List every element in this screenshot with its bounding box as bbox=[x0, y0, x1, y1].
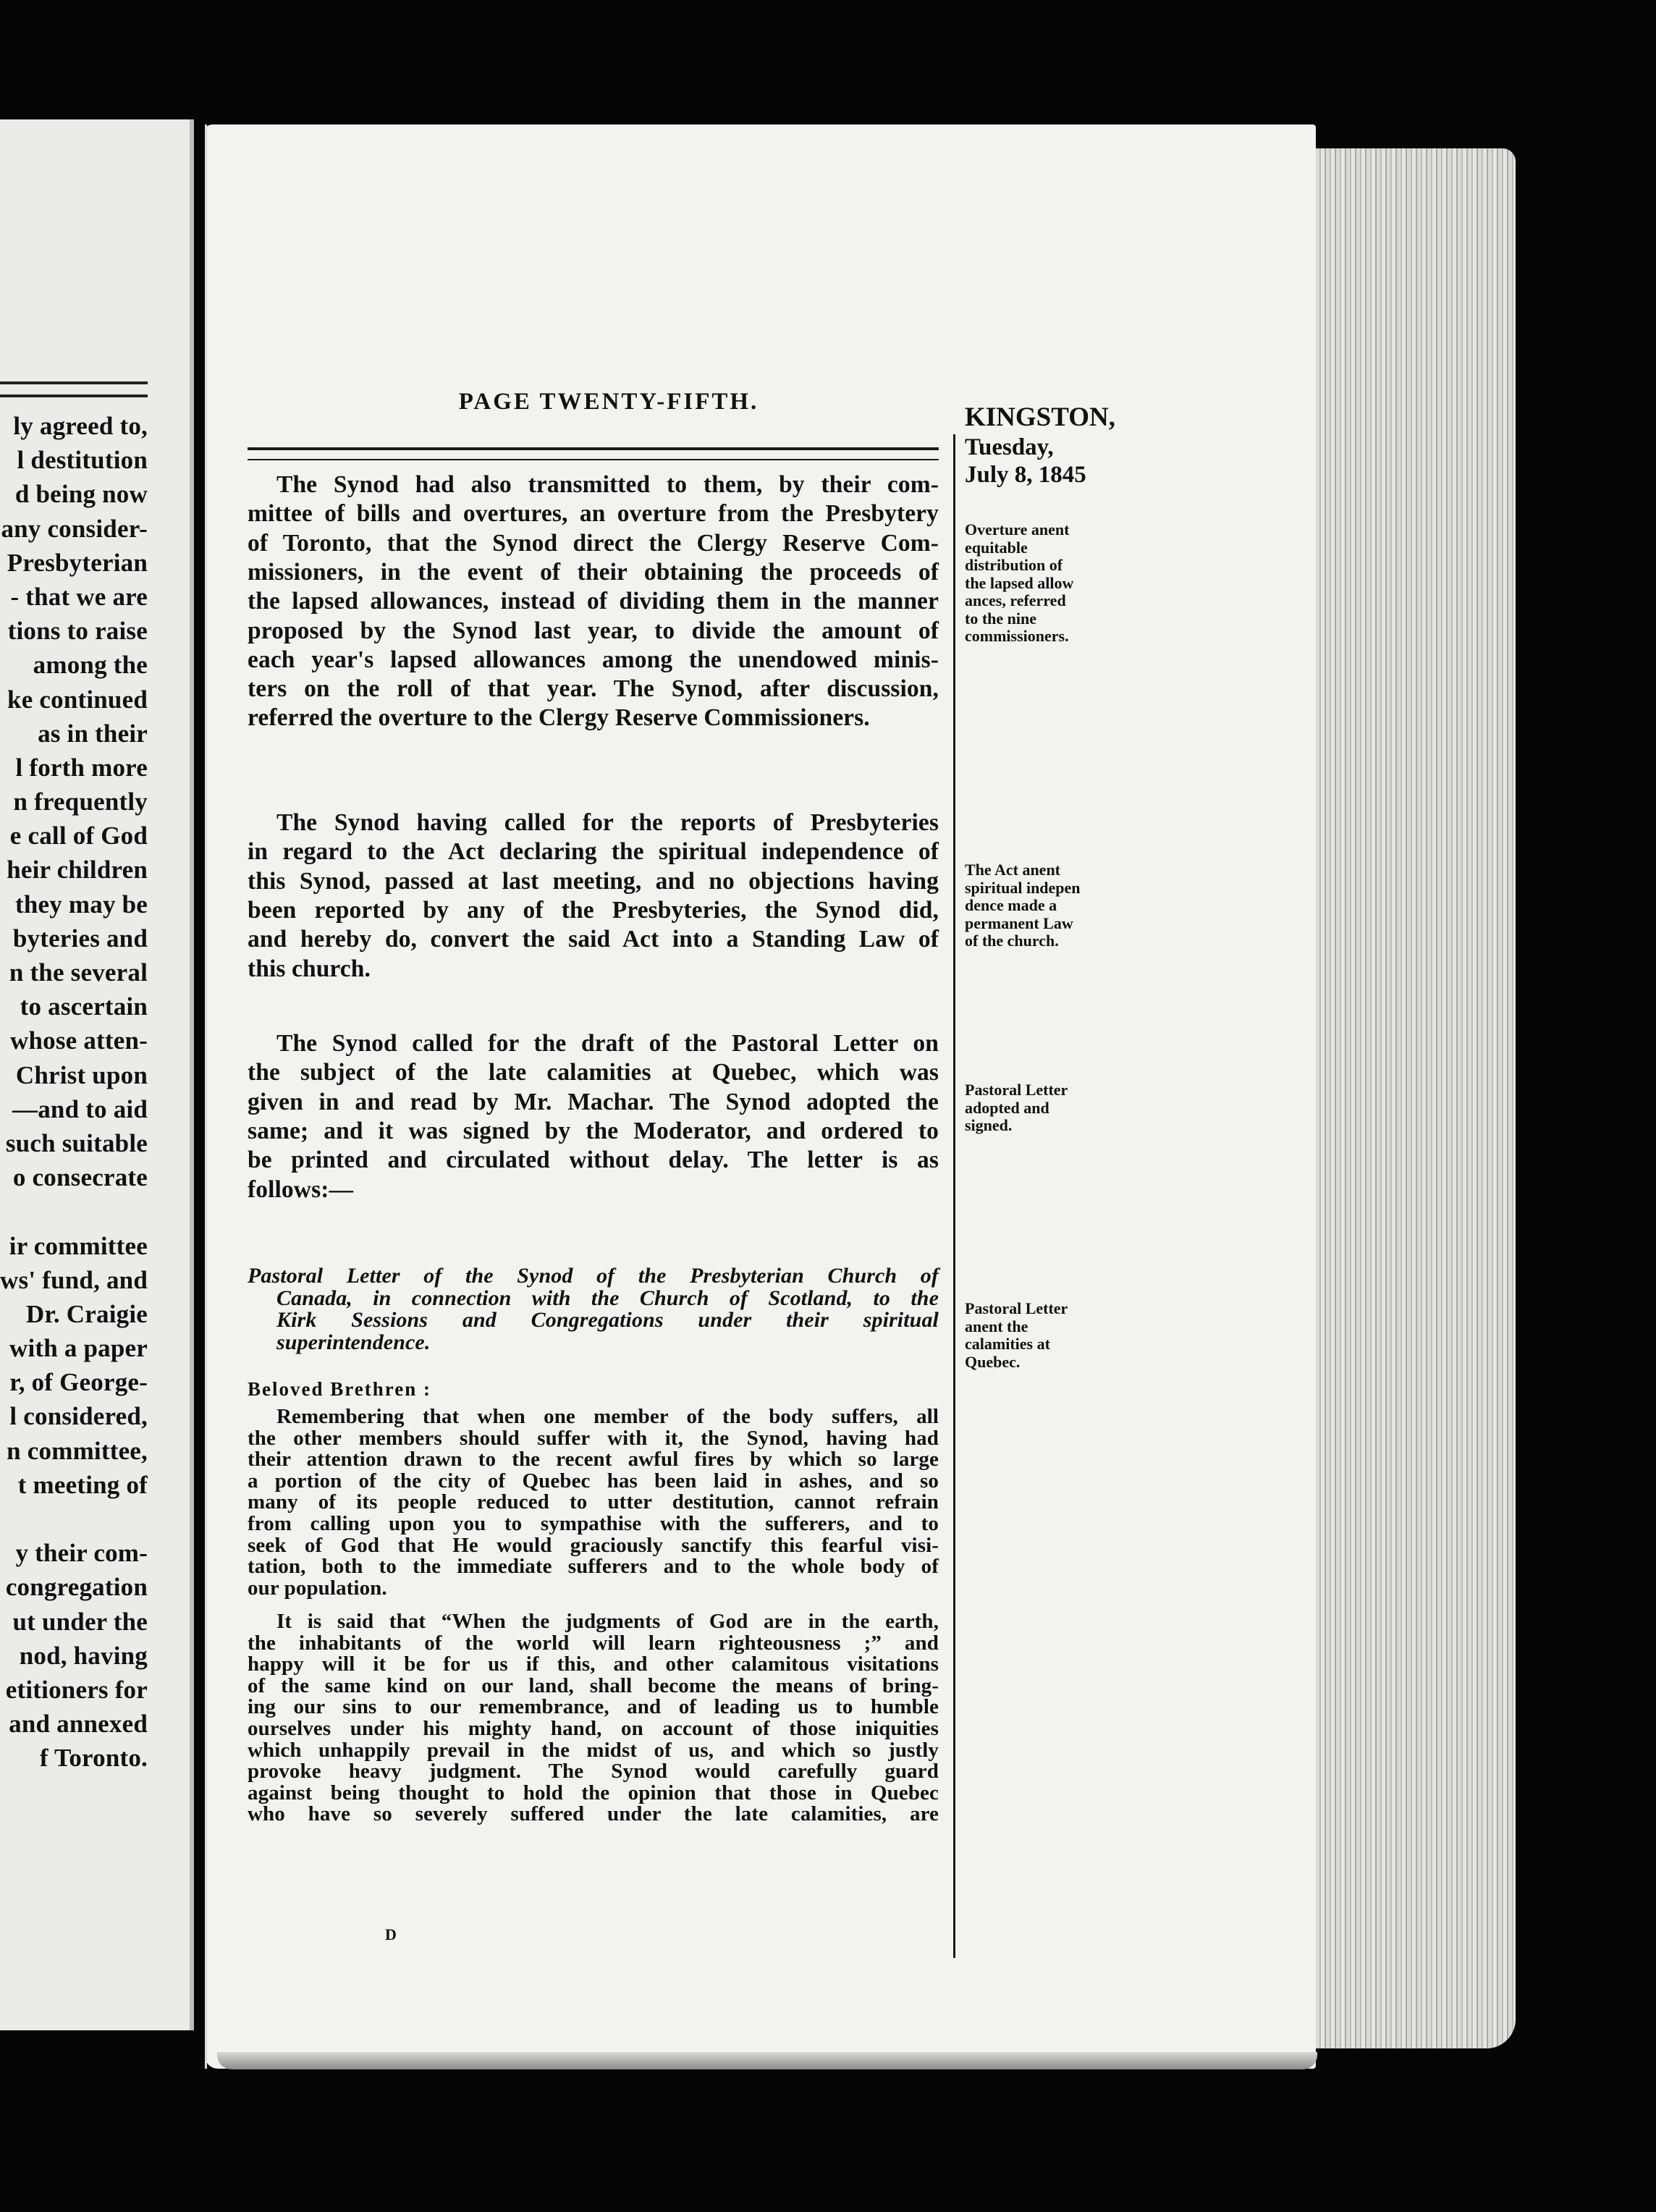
previous-page bbox=[0, 119, 194, 2030]
previous-page-line: as in their bbox=[38, 719, 148, 748]
sidenote-line: spiritual indepen bbox=[965, 878, 1081, 897]
previous-page-line: Dr. Craigie bbox=[25, 1299, 148, 1328]
text-line: mittee of bills and overtures, an overture from the Presbytery bbox=[248, 500, 939, 528]
text-line: provoke heavy judgment. The Synod would carefully guard bbox=[248, 1760, 939, 1783]
book-fore-edge bbox=[1316, 148, 1516, 2048]
text-line: their attention drawn to the recent awful fires by which so large bbox=[248, 1448, 939, 1472]
previous-page-line: - that we are bbox=[10, 582, 148, 611]
text-line: this church. bbox=[248, 955, 371, 982]
previous-page-line: o consecrate bbox=[12, 1163, 148, 1192]
text-line: tation, both to the immediate sufferers and to the whole body of bbox=[248, 1555, 939, 1579]
previous-page-line: to ascertain bbox=[20, 992, 148, 1021]
previous-page-line: y their com- bbox=[15, 1539, 148, 1568]
previous-page-rule bbox=[0, 381, 148, 397]
text-line: been reported by any of the Presbyteries, the Synod did, bbox=[248, 896, 939, 924]
text-line: The Synod called for the draft of the Pastoral Letter on bbox=[276, 1030, 939, 1057]
text-line: which unhappily prevail in the midst of us, and which so justly bbox=[248, 1738, 939, 1762]
text-line: of Toronto, that the Synod direct the Clergy Reserve Com- bbox=[248, 529, 939, 557]
text-line: each year's lapsed allowances among the unendowed minis- bbox=[248, 646, 939, 673]
previous-page-line: whose atten- bbox=[9, 1026, 148, 1055]
signature-mark: D bbox=[385, 1925, 397, 1943]
previous-page-line: ir committee bbox=[9, 1231, 148, 1260]
text-line: superintendence. bbox=[276, 1330, 431, 1354]
text-line: proposed by the Synod last year, to divide the amount of bbox=[248, 617, 939, 644]
sidenote-line: Overture anent bbox=[965, 520, 1070, 539]
previous-page-line: heir children bbox=[7, 856, 148, 885]
text-line: same; and it was signed by the Moderator, and ordered to bbox=[248, 1117, 939, 1144]
previous-page-line: and annexed bbox=[9, 1710, 148, 1739]
sidenote-line: equitable bbox=[965, 538, 1028, 557]
sidenote-line: to the nine bbox=[965, 609, 1036, 628]
text-line: Pastoral Letter of the Synod of the Presbyterian Church of bbox=[248, 1264, 939, 1288]
previous-page-line: ut under the bbox=[12, 1607, 148, 1636]
date-block bbox=[965, 402, 1153, 489]
previous-page-line: with a paper bbox=[9, 1334, 148, 1363]
sidenote-line: anent the bbox=[965, 1317, 1028, 1335]
date-day: Tuesday, bbox=[965, 434, 1054, 460]
text-line: Canada, in connection with the Church of Scotland, to the bbox=[276, 1286, 939, 1310]
previous-page-line: etitioners for bbox=[5, 1675, 148, 1704]
text-line: The Synod having called for the reports of Presbyteries bbox=[276, 809, 939, 836]
date-place: KINGSTON, bbox=[965, 402, 1116, 432]
previous-page-line: n the several bbox=[9, 958, 148, 987]
previous-page-line: ly agreed to, bbox=[13, 412, 148, 440]
previous-page-line: t meeting of bbox=[17, 1470, 148, 1499]
date-date: July 8, 1845 bbox=[965, 462, 1086, 488]
sidenote-line: Quebec. bbox=[965, 1352, 1021, 1371]
previous-page-line: l destitution bbox=[17, 446, 148, 475]
previous-page-line: n committee, bbox=[7, 1436, 148, 1465]
text-line: missioners, in the event of their obtaining the proceeds of bbox=[248, 558, 939, 586]
text-line: It is said that “When the judgments of God are in the earth, bbox=[276, 1610, 939, 1633]
sidenote-line: distribution of bbox=[965, 556, 1063, 574]
sidenote-line: The Act anent bbox=[965, 861, 1060, 879]
previous-page-line: f Toronto. bbox=[39, 1744, 148, 1773]
text-line: ing our sins to our remembrance, and of leading us to humble bbox=[248, 1695, 939, 1719]
previous-page-line: congregation bbox=[5, 1573, 148, 1602]
text-line: Kirk Sessions and Congregations under their spiritual bbox=[276, 1308, 939, 1332]
previous-page-line: l considered, bbox=[9, 1402, 148, 1431]
text-line: Remembering that when one member of the body suffers, all bbox=[276, 1405, 939, 1428]
previous-page-line: they may be bbox=[14, 890, 148, 919]
previous-page-line bbox=[0, 1194, 148, 1228]
previous-page-line: nod, having bbox=[19, 1641, 148, 1670]
previous-page-line: any consider- bbox=[1, 514, 148, 543]
sidenote-line: dence made a bbox=[965, 896, 1057, 914]
letter-salutation: Beloved Brethren : bbox=[248, 1378, 431, 1400]
text-line: referred the overture to the Clergy Reserve Commissioners. bbox=[248, 704, 870, 732]
book-bottom-edge bbox=[217, 2052, 1317, 2069]
sidenote-line: permanent Law bbox=[965, 913, 1073, 932]
previous-page-line: Christ upon bbox=[15, 1060, 148, 1089]
text-line: a portion of the city of Quebec has been laid in ashes, and so bbox=[248, 1469, 939, 1493]
previous-page-line: l forth more bbox=[15, 753, 148, 782]
text-line: in regard to the Act declaring the spiritual independence of bbox=[248, 838, 939, 866]
sidenote-line: signed. bbox=[965, 1116, 1013, 1134]
text-line: ourselves under his mighty hand, on account of those iniquities bbox=[248, 1717, 939, 1740]
previous-page-line: d being now bbox=[14, 480, 148, 509]
text-line: The Synod had also transmitted to them, by their com- bbox=[276, 471, 939, 498]
sidenote-pastoral-quebec bbox=[965, 1300, 1138, 1371]
text-line: follows:— bbox=[248, 1175, 354, 1203]
previous-page-line: ke continued bbox=[7, 685, 148, 714]
text-line: this Synod, passed at last meeting, and no objections having bbox=[248, 867, 939, 895]
margin-rule bbox=[953, 434, 955, 1958]
header-rule bbox=[248, 447, 939, 460]
previous-page-line: —and to aid bbox=[12, 1094, 148, 1123]
text-line: of the same kind on our land, shall become the means of bring- bbox=[248, 1673, 939, 1697]
previous-page-line: n frequently bbox=[13, 788, 148, 816]
sidenote-line: the lapsed allow bbox=[965, 573, 1074, 592]
previous-page-line: tions to raise bbox=[7, 617, 148, 646]
text-line: who have so severely suffered under the late calamities, are bbox=[248, 1802, 939, 1826]
sidenote-pastoral-adopted bbox=[965, 1081, 1138, 1135]
previous-page-line: ws' fund, and bbox=[0, 1265, 148, 1294]
previous-page-line: such suitable bbox=[5, 1128, 148, 1157]
text-line: be printed and circulated without delay. The letter is as bbox=[248, 1147, 939, 1174]
text-line: ters on the roll of that year. The Synod, after discussion, bbox=[248, 675, 939, 703]
text-line: many of its people reduced to utter destitution, cannot refrain bbox=[248, 1490, 939, 1514]
previous-page-line: e call of God bbox=[9, 822, 148, 850]
text-line: the subject of the late calamities at Quebec, which was bbox=[248, 1059, 939, 1086]
text-line: from calling upon you to sympathise with the sufferers, and to bbox=[248, 1512, 939, 1535]
text-line: and hereby do, convert the said Act into a Standing Law of bbox=[248, 926, 939, 953]
previous-page-line: r, of George- bbox=[9, 1368, 148, 1397]
text-line: the inhabitants of the world will learn righteousness ;” and bbox=[248, 1631, 939, 1655]
sidenote-overture bbox=[965, 521, 1138, 646]
sidenote-line: adopted and bbox=[965, 1098, 1049, 1117]
sidenote-line: of the church. bbox=[965, 932, 1059, 950]
text-line: seek of God that He would graciously sanctify this fearful visi- bbox=[248, 1533, 939, 1557]
text-line: happy will it be for us if this, and other calamitous visitations bbox=[248, 1652, 939, 1676]
sidenote-line: commissioners. bbox=[965, 627, 1069, 645]
text-line: the other members should suffer with it, the Synod, having had bbox=[248, 1426, 939, 1450]
previous-page-line: byteries and bbox=[12, 924, 148, 953]
sidenote-line: ances, referred bbox=[965, 591, 1066, 609]
previous-page-line: among the bbox=[33, 651, 148, 680]
sidenote-act bbox=[965, 861, 1138, 950]
previous-page-text bbox=[0, 409, 148, 1776]
previous-page-line bbox=[0, 1502, 148, 1536]
text-line: the lapsed allowances, instead of dividing them in the manner bbox=[248, 588, 939, 615]
text-line: against being thought to hold the opinion that those in Quebec bbox=[248, 1781, 939, 1804]
sidenote-line: Pastoral Letter bbox=[965, 1081, 1068, 1099]
text-line: our population. bbox=[248, 1576, 387, 1600]
text-line: given in and read by Mr. Machar. The Synod adopted the bbox=[248, 1088, 939, 1115]
running-head: PAGE TWENTY-FIFTH. bbox=[458, 389, 759, 415]
sidenote-line: calamities at bbox=[965, 1335, 1050, 1353]
previous-page-line: Presbyterian bbox=[7, 548, 148, 577]
sidenote-line: Pastoral Letter bbox=[965, 1299, 1068, 1317]
